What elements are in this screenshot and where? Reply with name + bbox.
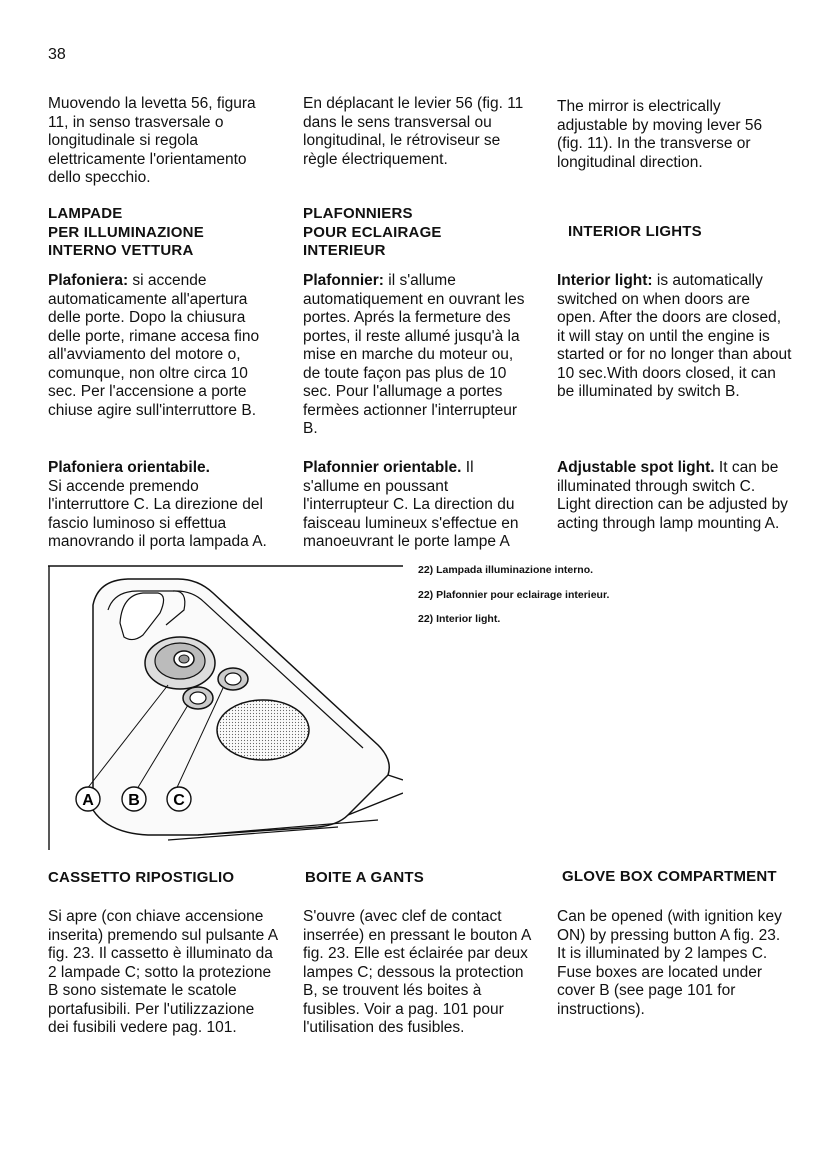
callout-b-label: B xyxy=(128,792,140,809)
callout-a-label: A xyxy=(82,792,94,809)
heading-glove-box-en: GLOVE BOX COMPARTMENT xyxy=(562,868,777,885)
interior-light-figure xyxy=(48,565,403,850)
heading-interior-lights-en: INTERIOR LIGHTS xyxy=(568,223,702,240)
page-number: 38 xyxy=(48,46,66,63)
glove-box-text-en: Can be opened (with ignition key ON) by pressing button A fig. 23. It is illuminated by 2 lampes C. Fuse boxes are located under cover B (see page 101 for instructions). xyxy=(557,908,782,1018)
mirror-text-fr: En déplacant le levier 56 (fig. 11 dans le sens transversal ou longitudinal, le rétroviseur se règle électriquement. xyxy=(303,95,524,168)
figure-caption-en: 22) Interior light. xyxy=(418,613,501,625)
figure-caption-it: 22) Lampada illuminazione interno. xyxy=(418,564,594,576)
interior-light-text-en: Interior light: is automatically switched on when doors are open. After the doors are closed, it will stay on until the engine is started or for no longer than about 10 sec.With doors closed, it can be illuminated by switch B. xyxy=(557,272,792,400)
mirror-text-en: The mirror is electrically adjustable by moving lever 56 (fig. 11). In the transverse or longitudinal direction. xyxy=(557,98,763,171)
heading-interior-lights-it: LAMPADE PER ILLUMINAZIONE INTERNO VETTURA xyxy=(48,205,204,259)
callout-c-label: C xyxy=(173,792,185,809)
spot-light-text-en: Adjustable spot light. It can be illuminated through switch C. Light direction can be adjusted by acting through lamp mounting A. xyxy=(557,459,788,532)
spot-light-text-fr: Plafonnier orientable. Il s'allume en poussant l'interrupteur C. La direction du faisceau lumineux s'effectue en manoeuvrant le porte lampe A xyxy=(303,459,519,550)
interior-light-text-fr: Plafonnier: il s'allume automatiquement en ouvrant les portes. Aprés la fermeture des portes, il reste allumé jusqu'à la mise en marche du moteur ou, de toute façon pas plus de 10 sec. Pour l'allumage a portes fermèes actionner l'interrupteur B. xyxy=(303,272,525,437)
figure-caption-fr: 22) Plafonnier pour eclairage interieur. xyxy=(418,589,610,601)
mirror-text-it: Muovendo la levetta 56, figura 11, in senso trasversale o longitudinale si regola elettricamente l'orientamento dello specchio. xyxy=(48,95,256,186)
spot-light-text-it: Plafoniera orientabile. Si accende premendo l'interruttore C. La direzione del fascio luminoso si effettua manovrando il porta lampada A. xyxy=(48,459,267,550)
heading-interior-lights-fr: PLAFONNIERS POUR ECLAIRAGE INTERIEUR xyxy=(303,205,442,259)
glove-box-text-it: Si apre (con chiave accensione inserita) premendo sul pulsante A fig. 23. Il cassetto è illuminato da 2 lampade C; sotto la protezione B sono sistemate le scatole portafusibili. Per l'utilizzazione dei fusibili vedere pag. 101. xyxy=(48,908,278,1036)
heading-glove-box-fr: BOITE A GANTS xyxy=(305,869,424,886)
interior-light-text-it: Plafoniera: si accende automaticamente all'apertura delle porte. Dopo la chiusura delle porte, rimane accesa fino all'avviamento del motore o, comunque, non oltre circa 10 sec. Per l'accensione a porte chiuse agire sull'interruttore B. xyxy=(48,272,260,419)
heading-glove-box-it: CASSETTO RIPOSTIGLIO xyxy=(48,869,235,886)
glove-box-text-fr: S'ouvre (avec clef de contact inserrée) en pressant le bouton A fig. 23. Elle est éclairée par deux lampes C; dessous la protection B, se trouvent lés boites à fusibles. Voir a pag. 101 pour l'utilisation des fusibles. xyxy=(303,908,531,1036)
